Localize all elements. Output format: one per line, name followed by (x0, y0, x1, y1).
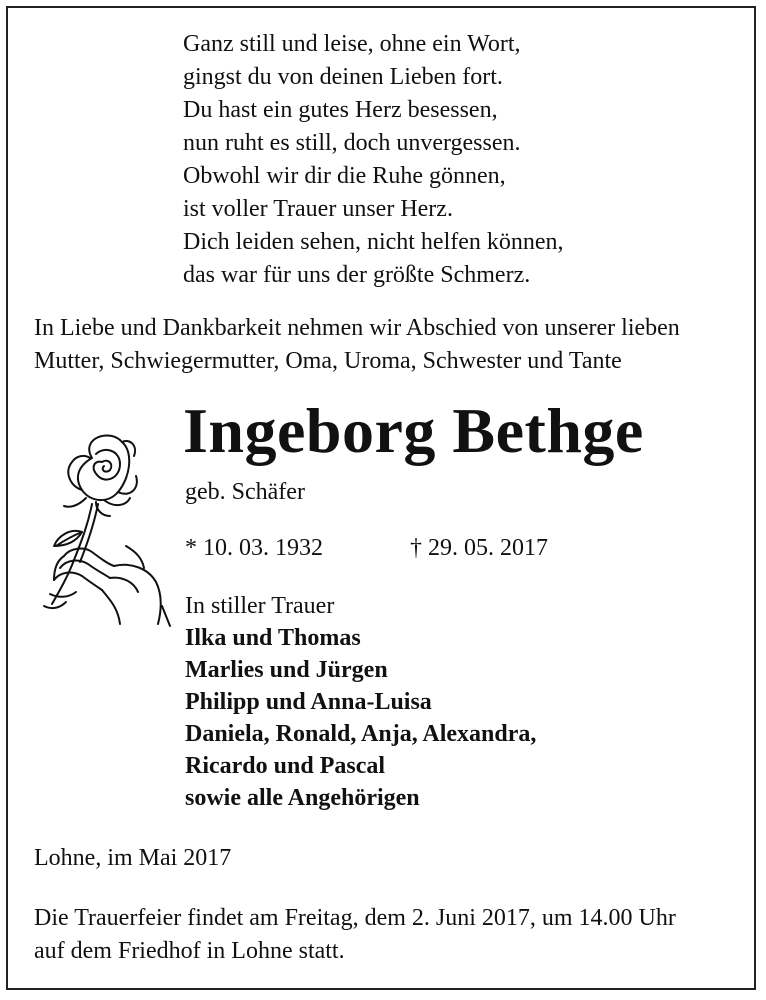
poem-line: nun ruht es still, doch unvergessen. (183, 130, 521, 156)
deceased-name: Ingeborg Bethge (183, 395, 644, 466)
life-dates (185, 533, 548, 563)
mourner-line: Ricardo und Pascal (185, 753, 386, 779)
intro-line: In Liebe und Dankbarkeit nehmen wir Abschied von unserer lieben (34, 315, 680, 341)
poem-line: Obwohl wir dir die Ruhe gönnen, (183, 163, 506, 189)
ceremony-line: auf dem Friedhof in Lohne statt. (34, 938, 345, 964)
mourners-block (185, 590, 536, 814)
poem-line: Ganz still und leise, ohne ein Wort, (183, 31, 521, 57)
birth-date: * 10. 03. 1932 (185, 535, 323, 561)
poem-line: Du hast ein gutes Herz besessen, (183, 97, 498, 123)
mourner-line: Marlies und Jürgen (185, 657, 388, 683)
rose-in-hand-icon (30, 428, 175, 628)
mourner-line: sowie alle Angehörigen (185, 785, 420, 811)
death-date: † 29. 05. 2017 (410, 535, 548, 561)
poem-line: gingst du von deinen Lieben fort. (183, 64, 503, 90)
maiden-name: geb. Schäfer (185, 479, 305, 505)
ceremony-line: Die Trauerfeier findet am Freitag, dem 2. Juni 2017, um 14.00 Uhr (34, 905, 676, 931)
place-date: Lohne, im Mai 2017 (34, 845, 232, 871)
poem-line: ist voller Trauer unser Herz. (183, 196, 453, 222)
mourner-line: Daniela, Ronald, Anja, Alexandra, (185, 721, 537, 747)
mourner-line: Ilka und Thomas (185, 625, 361, 651)
mourners-heading: In stiller Trauer (185, 593, 335, 619)
poem (183, 28, 564, 292)
intro-line: Mutter, Schwiegermutter, Oma, Uroma, Schwester und Tante (34, 348, 622, 374)
mourner-line: Philipp und Anna-Luisa (185, 689, 432, 715)
ceremony-info (34, 902, 676, 968)
poem-line: Dich leiden sehen, nicht helfen können, (183, 229, 564, 255)
intro-text (34, 312, 680, 378)
poem-line: das war für uns der größte Schmerz. (183, 262, 531, 288)
